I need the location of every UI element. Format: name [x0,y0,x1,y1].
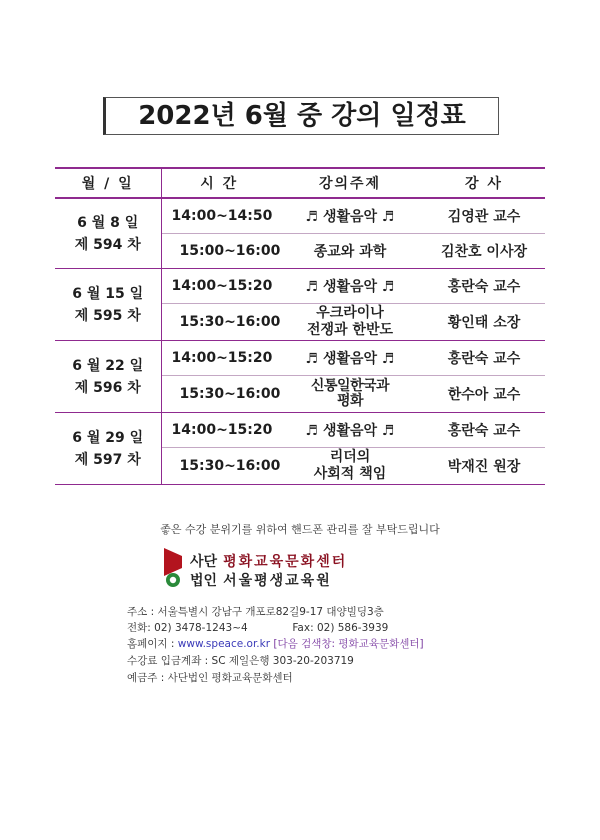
homepage-label: 홈페이지 : [127,638,178,650]
table-row [55,341,545,376]
topic-line: 평화 [336,393,364,409]
org-name: 평화교육문화센터 [223,554,348,570]
time-cell: 15:30~16:00 [161,304,277,341]
session-date: 6 월 22 일 [72,357,144,374]
session-date: 6 월 15 일 [72,285,144,302]
depositor-text: 예금주 : 사단법인 평화교육문화센터 [127,672,293,684]
topic-cell: ♬ 생활음악 ♬ [277,198,423,234]
session-number: 제 596 차 [74,379,141,396]
lecturer-cell: 박재진 원장 [423,448,545,485]
topic-cell [277,304,423,341]
organization-logo-icon [162,546,184,588]
topic-cell: 종교와 과학 [277,234,423,269]
account-text: 수강료 입금계좌 : SC 제일은행 303-20-203719 [127,655,354,667]
lecturer-cell: 한수아 교수 [423,376,545,413]
organization-line-1 [190,551,347,571]
table-row [55,198,545,234]
session-date: 6 월 8 일 [77,214,139,231]
topic-cell: ♬ 생활음악 ♬ [277,341,423,376]
address-text: 주소 : 서울특별시 강남구 개포로82길9-17 대양빌딩3층 [127,606,384,618]
header-lecturer: 강 사 [423,168,545,198]
search-hint: [다음 검색창: 평화교육문화센터] [273,638,424,650]
phone-text: 전화: 02) 3478-1243~4 [127,622,248,634]
lecturer-cell: 홍란숙 교수 [423,413,545,448]
topic-line: 사회적 책임 [313,466,387,482]
table-row [55,413,545,448]
time-cell: 15:00~16:00 [161,234,277,269]
session-number: 제 597 차 [74,451,141,468]
session-number: 제 595 차 [74,307,141,324]
lecturer-cell: 김영관 교수 [423,198,545,234]
org-prefix: 사단 [190,554,218,570]
topic-cell: ♬ 생활음악 ♬ [277,269,423,304]
lecturer-cell: 황인태 소장 [423,304,545,341]
table-header-row [55,168,545,198]
topic-cell [277,448,423,485]
header-topic: 강의주제 [277,168,423,198]
page-title: 2022년 6월 중 강의 일정표 [103,97,499,135]
time-cell: 14:00~15:20 [161,269,277,304]
table-row [55,269,545,304]
time-cell: 14:00~15:20 [161,413,277,448]
header-time: 시 간 [161,168,277,198]
time-cell: 15:30~16:00 [161,376,277,413]
schedule-table [55,167,545,485]
lecturer-cell: 홍란숙 교수 [423,269,545,304]
time-cell: 14:00~15:20 [161,341,277,376]
topic-line: 리더의 [329,449,371,465]
header-date: 월 / 일 [55,168,161,198]
time-cell: 14:00~14:50 [161,198,277,234]
fax-text: Fax: 02) 586-3939 [292,622,389,634]
session-date-cell [55,269,161,341]
org-name: 서울평생교육원 [223,573,332,589]
topic-line: 우크라이나 [316,305,384,321]
topic-line: 신통일한국과 [310,378,390,394]
time-cell: 15:30~16:00 [161,448,277,485]
session-date-cell [55,413,161,485]
homepage-link[interactable]: www.speace.or.kr [177,638,271,650]
session-number: 제 594 차 [74,236,141,253]
topic-cell [277,376,423,413]
session-date: 6 월 29 일 [72,429,144,446]
topic-cell: ♬ 생활음악 ♬ [277,413,423,448]
session-date-cell [55,198,161,269]
org-prefix: 법인 [190,573,218,589]
phone-line [127,620,388,635]
notice-text: 좋은 수강 분위기를 위하여 핸드폰 관리를 잘 부탁드립니다 [160,523,440,536]
lecturer-cell: 홍란숙 교수 [423,341,545,376]
lecturer-cell: 김찬호 이사장 [423,234,545,269]
session-date-cell [55,341,161,413]
topic-line: 전쟁과 한반도 [306,322,394,338]
homepage-line [127,636,424,651]
organization-line-2 [190,570,332,590]
